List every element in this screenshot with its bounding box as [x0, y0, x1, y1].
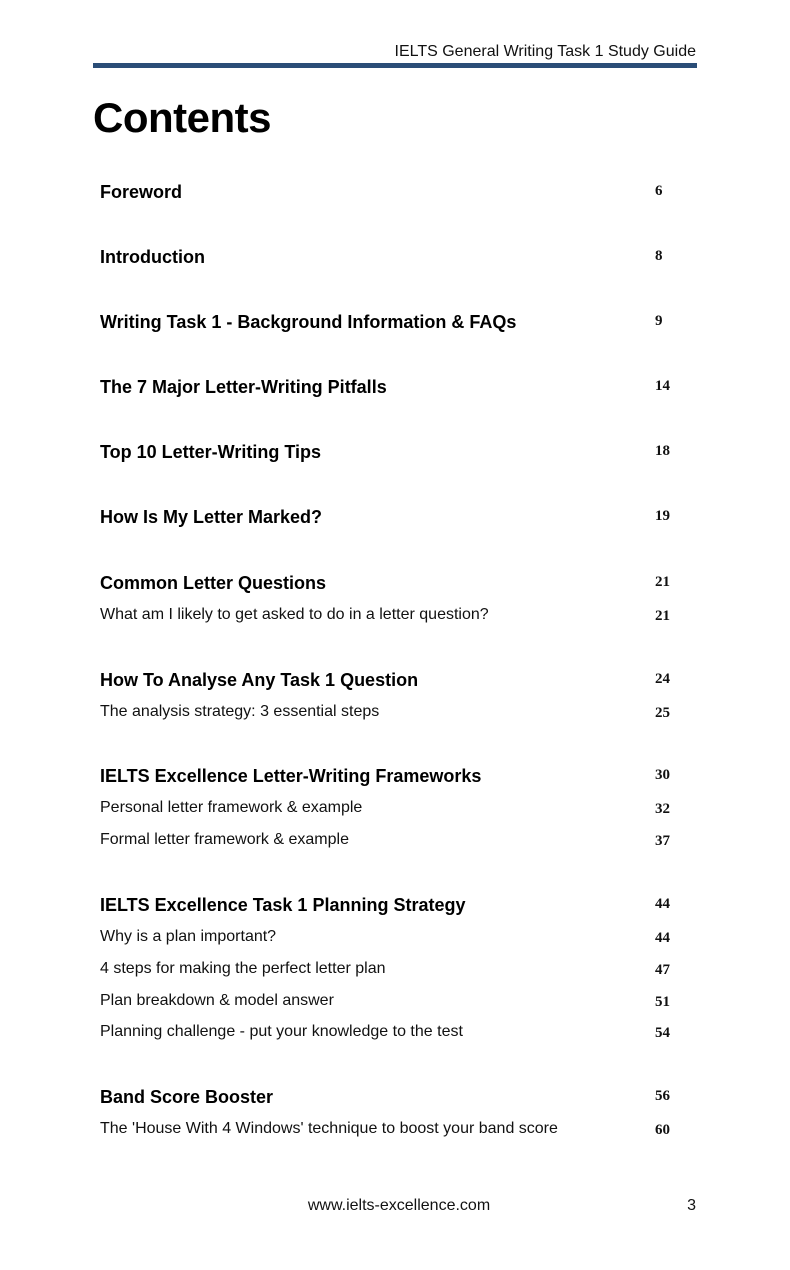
toc-entry-foreword[interactable] — [100, 182, 680, 206]
toc-entry-page: 8 — [655, 248, 663, 264]
toc-entry-title: Top 10 Letter-Writing Tips — [100, 442, 322, 462]
toc-entry-introduction[interactable] — [100, 247, 680, 271]
toc-entry-page: 14 — [655, 378, 670, 394]
toc-entry-page: 32 — [655, 801, 670, 817]
toc-entry-title: Plan breakdown & model answer — [100, 992, 334, 1009]
toc-entry-page: 19 — [655, 508, 670, 524]
toc-entry-page: 30 — [655, 767, 670, 783]
toc-entry-tips[interactable] — [100, 442, 680, 466]
toc-subentry-likely-asked[interactable] — [100, 606, 680, 630]
toc-entry-page: 21 — [655, 574, 670, 590]
toc-entry-page: 6 — [655, 183, 663, 199]
toc-entry-common-questions[interactable] — [100, 573, 680, 597]
toc-entry-background-faqs[interactable] — [100, 312, 680, 336]
toc-entry-band-score-booster[interactable] — [100, 1087, 680, 1111]
toc-subentry-four-steps[interactable] — [100, 960, 680, 984]
toc-entry-page: 9 — [655, 313, 663, 329]
toc-subentry-analysis-strategy[interactable] — [100, 703, 680, 727]
toc-entry-page: 54 — [655, 1025, 670, 1041]
toc-entry-page: 44 — [655, 896, 670, 912]
toc-entry-planning-strategy[interactable] — [100, 895, 680, 919]
toc-entry-title: Band Score Booster — [100, 1087, 274, 1107]
toc-entry-title: 4 steps for making the perfect letter plan — [100, 960, 386, 977]
toc-entry-title: Foreword — [100, 182, 183, 202]
toc-entry-title: What am I likely to get asked to do in a letter question? — [100, 606, 489, 623]
toc-entry-page: 47 — [655, 962, 670, 978]
toc-entry-title: IELTS Excellence Task 1 Planning Strategy — [100, 895, 466, 915]
toc-entry-page: 18 — [655, 443, 670, 459]
footer-website-link[interactable]: www.ielts-excellence.com — [307, 1197, 491, 1214]
toc-entry-title: The 7 Major Letter-Writing Pitfalls — [100, 377, 387, 397]
toc-entry-pitfalls[interactable] — [100, 377, 680, 401]
toc-subentry-formal-letter[interactable] — [100, 831, 680, 855]
toc-entry-title: Introduction — [100, 247, 205, 267]
toc-entry-title: Personal letter framework & example — [100, 799, 363, 816]
toc-entry-page: 24 — [655, 671, 670, 687]
toc-entry-title: Why is a plan important? — [100, 928, 277, 945]
toc-entry-page: 37 — [655, 833, 670, 849]
toc-subentry-plan-important[interactable] — [100, 928, 680, 952]
toc-subentry-planning-challenge[interactable] — [100, 1023, 680, 1047]
toc-entry-page: 56 — [655, 1088, 670, 1104]
toc-entry-frameworks[interactable] — [100, 766, 680, 790]
page-number: 3 — [687, 1197, 696, 1214]
toc-entry-page: 25 — [655, 705, 670, 721]
toc-entry-title: Planning challenge - put your knowledge to the test — [100, 1023, 463, 1040]
toc-entry-title: The 'House With 4 Windows' technique to boost your band score — [100, 1120, 558, 1137]
toc-subentry-personal-letter[interactable] — [100, 799, 680, 823]
toc-entry-title: Writing Task 1 - Background Information & FAQs — [100, 312, 517, 332]
toc-entry-marking[interactable] — [100, 507, 680, 531]
toc-entry-page: 60 — [655, 1122, 670, 1138]
toc-subentry-house-four-windows[interactable] — [100, 1120, 680, 1144]
toc-entry-page: 44 — [655, 930, 670, 946]
toc-entry-analyse-question[interactable] — [100, 670, 680, 694]
toc-subentry-plan-breakdown[interactable] — [100, 992, 680, 1016]
page-title: Contents — [93, 94, 271, 141]
toc-entry-title: Common Letter Questions — [100, 573, 327, 593]
toc-entry-title: IELTS Excellence Letter-Writing Frameworks — [100, 766, 482, 786]
toc-entry-title: How To Analyse Any Task 1 Question — [100, 670, 419, 690]
toc-entry-title: The analysis strategy: 3 essential steps — [100, 703, 380, 720]
toc-entry-page: 51 — [655, 994, 670, 1010]
toc-entry-title: Formal letter framework & example — [100, 831, 349, 848]
toc-entry-page: 21 — [655, 608, 670, 624]
toc-entry-title: How Is My Letter Marked? — [100, 507, 323, 527]
running-header: IELTS General Writing Task 1 Study Guide — [394, 43, 696, 60]
